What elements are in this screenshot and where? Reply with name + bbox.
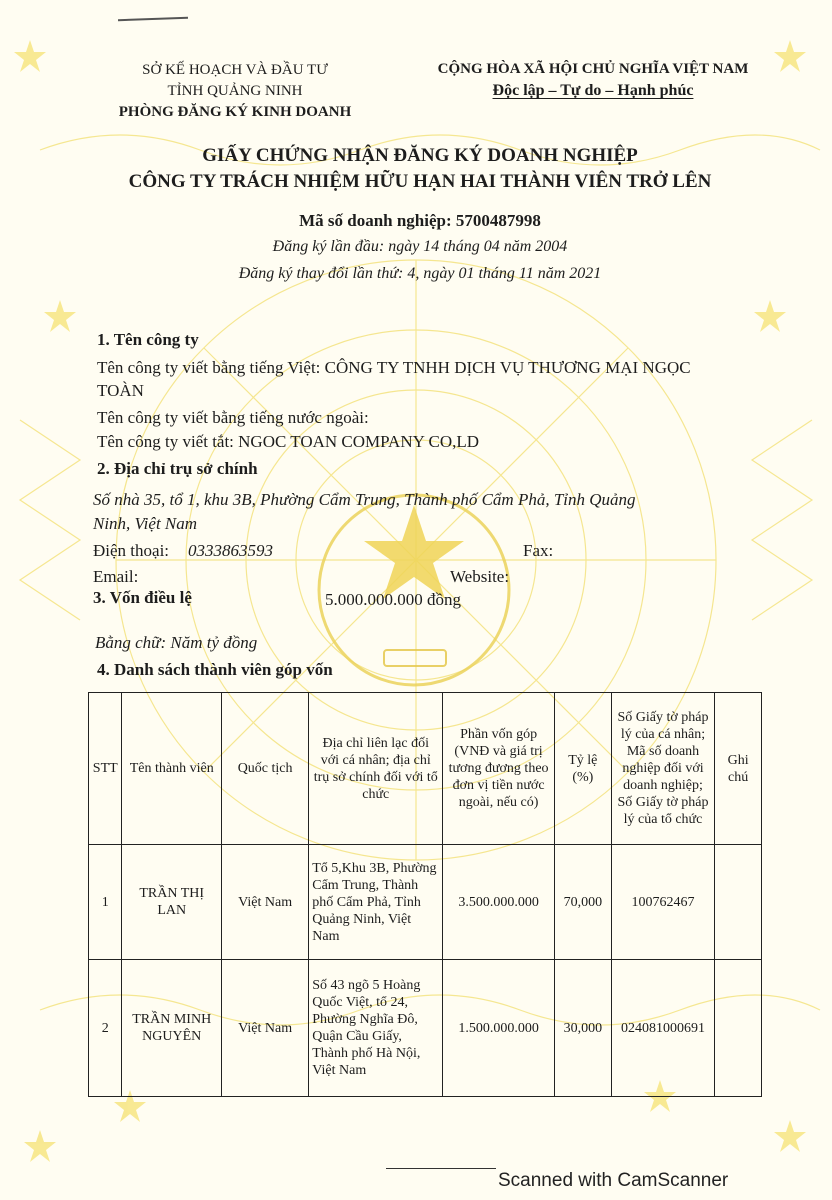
national-heading: [408, 58, 778, 102]
phone-label: Điện thoại:: [93, 541, 170, 560]
section1-heading: 1. Tên công ty: [97, 330, 199, 349]
section3-heading: 3. Vốn điều lệ: [93, 588, 192, 607]
cell-address: Tổ 5,Khu 3B, Phường Cẩm Trung, Thành phố Cẩm Phả, Tỉnh Quảng Ninh, Việt Nam: [309, 845, 443, 960]
address-line2: Ninh, Việt Nam: [93, 514, 198, 533]
cell-stt: 1: [89, 845, 122, 960]
table-row: [89, 960, 762, 1097]
cell-legal-doc: 024081000691: [611, 960, 715, 1097]
col-header: Phần vốn góp (VNĐ và giá trị tương đương theo đơn vị tiền nước ngoài, nếu có): [443, 693, 555, 845]
table-row: [89, 845, 762, 960]
fax-label: Fax:: [523, 541, 554, 560]
cell-capital: 3.500.000.000: [443, 845, 555, 960]
issuing-authority: [100, 60, 370, 123]
col-header: STT: [89, 693, 122, 845]
col-header: Số Giấy tờ pháp lý của cá nhân; Mã số doanh nghiệp đối với doanh nghiệp; Số Giấy tờ pháp lý của tổ chức: [611, 693, 715, 845]
company-type: CÔNG TY TRÁCH NHIỆM HỮU HẠN HAI THÀNH VIÊN TRỞ LÊN: [128, 171, 712, 192]
section2-heading: 2. Địa chỉ trụ sở chính: [97, 459, 258, 478]
authority-line-3: PHÒNG ĐĂNG KÝ KINH DOANH: [118, 104, 352, 120]
col-header: Tỷ lệ (%): [554, 693, 611, 845]
table-header-row: [89, 693, 762, 845]
document-title: GIẤY CHỨNG NHẬN ĐĂNG KÝ DOANH NGHIỆP: [202, 145, 638, 166]
cell-name: TRẦN MINH NGUYÊN: [122, 960, 221, 1097]
authority-line-1: SỞ KẾ HOẠCH VÀ ĐẦU TƯ: [142, 62, 328, 78]
authority-line-2: TỈNH QUẢNG NINH: [167, 83, 303, 99]
col-header: Quốc tịch: [221, 693, 308, 845]
cell-note: [715, 960, 762, 1097]
short-name: Tên công ty viết tắt: NGOC TOAN COMPANY CO,LD: [97, 432, 480, 451]
cell-note: [715, 845, 762, 960]
cell-stt: 2: [89, 960, 122, 1097]
col-header: Tên thành viên: [122, 693, 221, 845]
email-label: Email:: [93, 567, 139, 586]
enterprise-code: Mã số doanh nghiệp: 5700487998: [299, 211, 541, 230]
cell-name: TRẦN THỊ LAN: [122, 845, 221, 960]
charter-capital: 5.000.000.000 đồng: [325, 590, 461, 609]
col-header: Địa chỉ liên lạc đối với cá nhân; địa chỉ trụ sở chính đối với tổ chức: [309, 693, 443, 845]
cell-address: Số 43 ngõ 5 Hoàng Quốc Việt, tổ 24, Phường Nghĩa Đô, Quận Cầu Giấy, Thành phố Hà Nội, Việt Nam: [309, 960, 443, 1097]
cell-legal-doc: 100762467: [611, 845, 715, 960]
vn-name-line1: Tên công ty viết bằng tiếng Việt: CÔNG TY TNHH DỊCH VỤ THƯƠNG MẠI NGỌC: [97, 358, 691, 377]
first-registration: Đăng ký lần đầu: ngày 14 tháng 04 năm 2004: [272, 238, 568, 255]
col-header: Ghi chú: [715, 693, 762, 845]
country-name: CỘNG HÒA XÃ HỘI CHỦ NGHĨA VIỆT NAM: [437, 61, 749, 77]
scanner-watermark: Scanned with CamScanner: [498, 1170, 729, 1191]
website-label: Website:: [450, 567, 510, 586]
foreign-name: Tên công ty viết bằng tiếng nước ngoài:: [97, 408, 369, 427]
phone-value: 0333863593: [188, 541, 273, 560]
change-registration: Đăng ký thay đổi lần thứ: 4, ngày 01 tháng 11 năm 2021: [238, 265, 602, 282]
cell-nationality: Việt Nam: [221, 845, 308, 960]
vn-name-line2: TOÀN: [97, 381, 144, 400]
cell-capital: 1.500.000.000: [443, 960, 555, 1097]
cell-nationality: Việt Nam: [221, 960, 308, 1097]
address-line1: Số nhà 35, tổ 1, khu 3B, Phường Cẩm Trung, Thành phố Cẩm Phả, Tỉnh Quảng: [93, 490, 636, 509]
cell-ratio: 70,000: [554, 845, 611, 960]
footer-divider: [386, 1168, 496, 1169]
national-motto: Độc lập – Tự do – Hạnh phúc: [492, 82, 694, 99]
members-table: [88, 692, 762, 1097]
cell-ratio: 30,000: [554, 960, 611, 1097]
capital-in-words: Bằng chữ: Năm tỷ đồng: [95, 633, 258, 652]
section4-heading: 4. Danh sách thành viên góp vốn: [97, 660, 333, 679]
